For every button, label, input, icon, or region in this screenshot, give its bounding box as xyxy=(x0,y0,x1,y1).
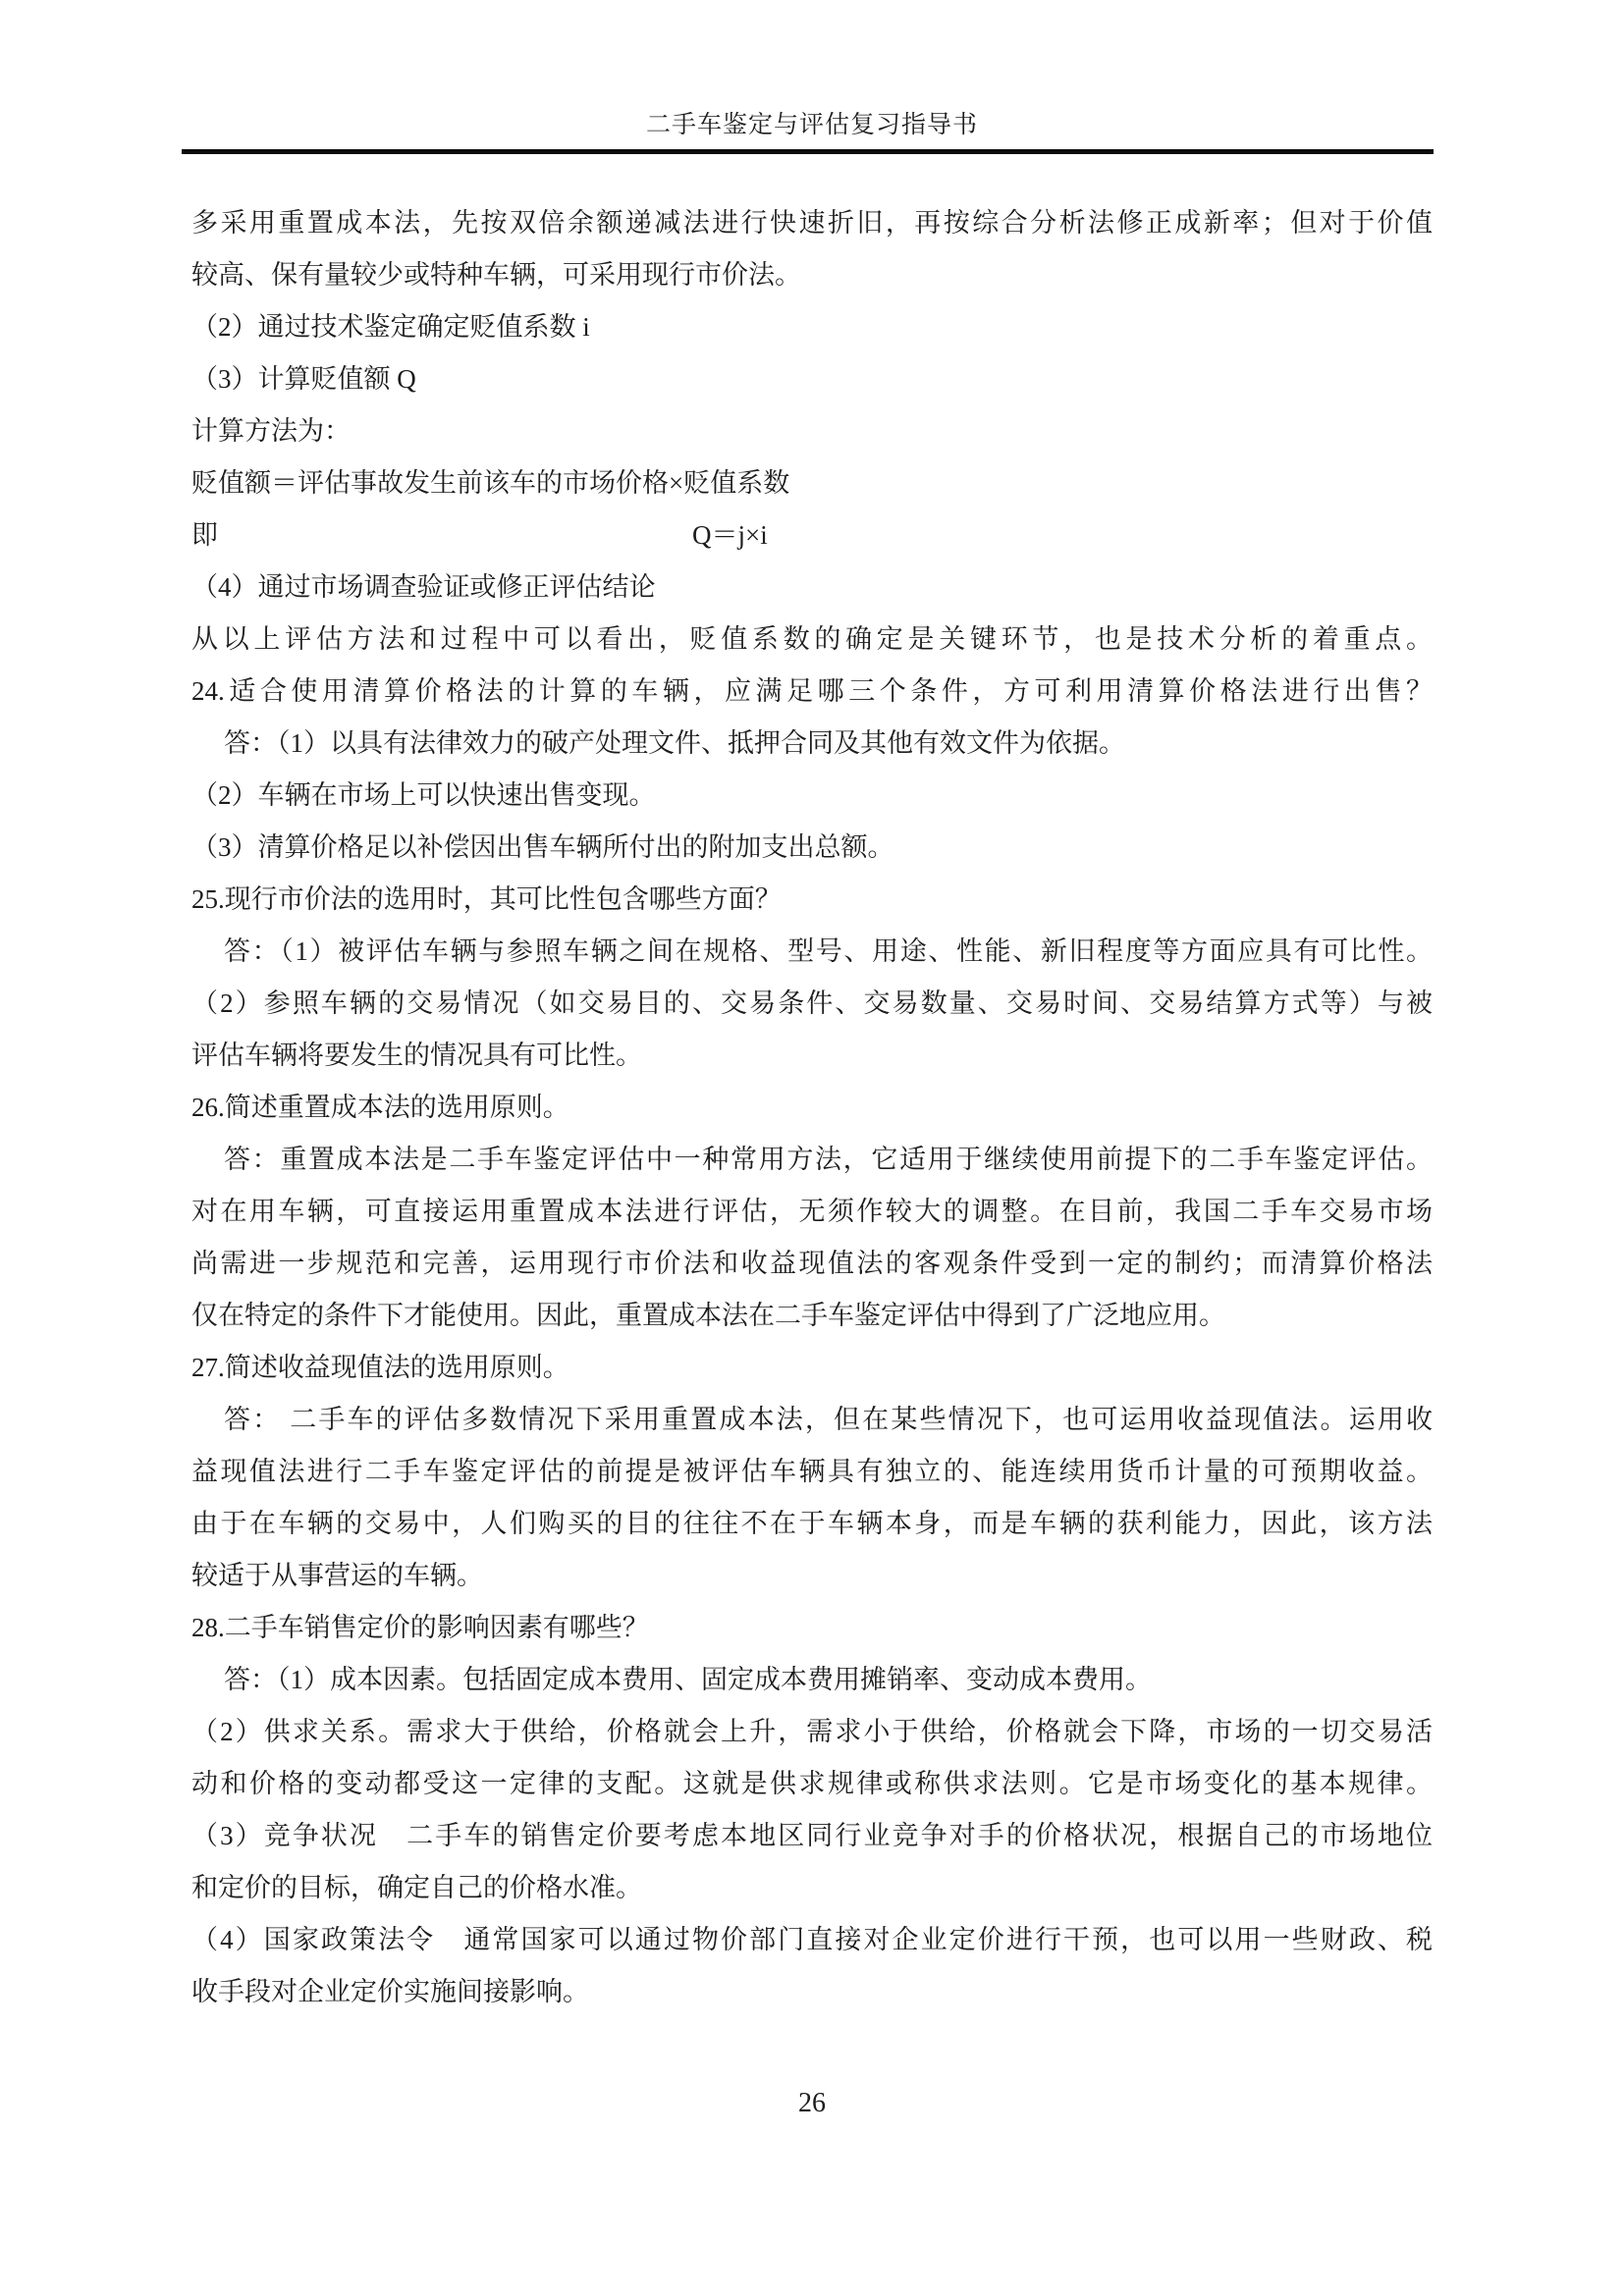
text-line: 多采用重置成本法，先按双倍余额递减法进行快速折旧，再按综合分析法修正成新率；但对于价值 xyxy=(191,208,1433,238)
text-line: 27.简述收益现值法的选用原则。 xyxy=(191,1353,569,1382)
text-line: 从以上评估方法和过程中可以看出，贬值系数的确定是关键环节，也是技术分析的着重点。 xyxy=(191,624,1433,654)
text-line: （4）国家政策法令 通常国家可以通过物价部门直接对企业定价进行干预，也可以用一些财政、税 xyxy=(191,1925,1433,1954)
text-line: 益现值法进行二手车鉴定评估的前提是被评估车辆具有独立的、能连续用货币计量的可预期收益。 xyxy=(191,1457,1433,1486)
text-line: 贬值额＝评估事故发生前该车的市场价格×贬值系数 xyxy=(191,468,790,498)
text-line: 答：（1）成本因素。包括固定成本费用、固定成本费用摊销率、变动成本费用。 xyxy=(224,1665,1152,1694)
text-line: （3）清算价格足以补偿因出售车辆所付出的附加支出总额。 xyxy=(191,832,894,862)
text-line: （3）计算贬值额 Q xyxy=(191,364,416,394)
text-line: 较适于从事营运的车辆。 xyxy=(191,1561,483,1590)
text-line: 答：（1）被评估车辆与参照车辆之间在规格、型号、用途、性能、新旧程度等方面应具有可比性。 xyxy=(224,936,1433,966)
text-line: 动和价格的变动都受这一定律的支配。这就是供求规律或称供求法则。它是市场变化的基本规律。 xyxy=(191,1769,1433,1798)
text-line: 较高、保有量较少或特种车辆，可采用现行市价法。 xyxy=(191,260,801,290)
text-line: 仅在特定的条件下才能使用。因此，重置成本法在二手车鉴定评估中得到了广泛地应用。 xyxy=(191,1301,1225,1330)
formula-line xyxy=(191,509,1433,561)
text-line: 收手段对企业定价实施间接影响。 xyxy=(191,1977,589,2006)
text-line: 答：重置成本法是二手车鉴定评估中一种常用方法，它适用于继续使用前提下的二手车鉴定评估。 xyxy=(224,1145,1433,1174)
page-number: 26 xyxy=(798,2088,826,2118)
text-line: 28.二手车销售定价的影响因素有哪些？ xyxy=(191,1613,649,1642)
text-line: 答：（1）以具有法律效力的破产处理文件、抵押合同及其他有效文件为依据。 xyxy=(224,728,1125,758)
formula-label: 即 xyxy=(191,520,218,550)
text-line: （2）车辆在市场上可以快速出售变现。 xyxy=(191,780,656,810)
header-rule xyxy=(182,149,1434,154)
text-line: （2）供求关系。需求大于供给，价格就会上升，需求小于供给，价格就会下降，市场的一切交易活 xyxy=(191,1717,1433,1746)
text-line: 26.简述重置成本法的选用原则。 xyxy=(191,1093,569,1122)
text-line: 答： 二手车的评估多数情况下采用重置成本法，但在某些情况下，也可运用收益现值法。运用收 xyxy=(224,1405,1433,1434)
text-line: （2）参照车辆的交易情况（如交易目的、交易条件、交易数量、交易时间、交易结算方式等）与被 xyxy=(191,988,1433,1018)
text-line: （3）竞争状况 二手车的销售定价要考虑本地区同行业竞争对手的价格状况，根据自己的市场地位 xyxy=(191,1821,1433,1850)
formula-expression: Q＝j×i xyxy=(692,520,768,550)
text-line: 24.适合使用清算价格法的计算的车辆，应满足哪三个条件，方可利用清算价格法进行出售？ xyxy=(191,676,1433,706)
document-body xyxy=(191,197,1433,2018)
text-line: 对在用车辆，可直接运用重置成本法进行评估，无须作较大的调整。在目前，我国二手车交易市场 xyxy=(191,1197,1433,1226)
text-line: 由于在车辆的交易中，人们购买的目的往往不在于车辆本身，而是车辆的获利能力，因此，该方法 xyxy=(191,1509,1433,1538)
text-line: 尚需进一步规范和完善，运用现行市价法和收益现值法的客观条件受到一定的制约；而清算价格法 xyxy=(191,1249,1433,1278)
text-line: （2）通过技术鉴定确定贬值系数 i xyxy=(191,312,590,342)
text-line: 和定价的目标，确定自己的价格水准。 xyxy=(191,1873,642,1902)
text-line: 计算方法为： xyxy=(191,416,351,446)
text-line: 评估车辆将要发生的情况具有可比性。 xyxy=(191,1041,642,1070)
text-line: 25.现行市价法的选用时，其可比性包含哪些方面？ xyxy=(191,884,782,914)
page-header-title: 二手车鉴定与评估复习指导书 xyxy=(645,112,978,138)
text-line: （4）通过市场调查验证或修正评估结论 xyxy=(191,572,656,602)
